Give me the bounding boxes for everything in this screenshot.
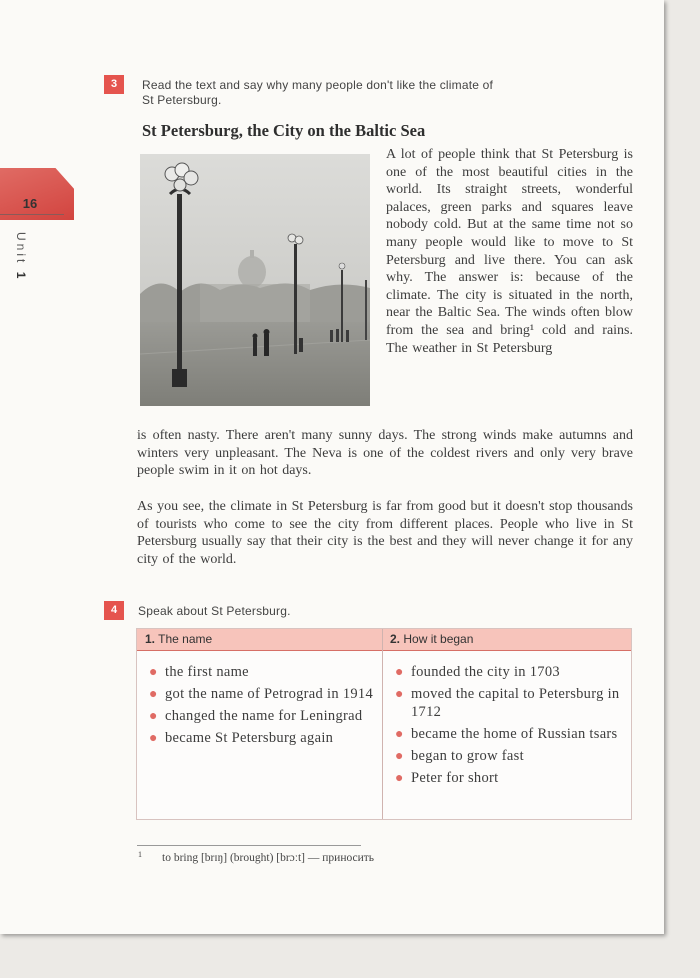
col2-list	[389, 663, 625, 791]
article-paragraph-1-start: A lot of people think that St Petersburg is one of the most beautiful cities in the world. Its straight streets, wonderful palaces, green parks and squares leave nobody cold. But at the same time not so many people would like to move to St Petersburg and live there. You can ask why. The answer is: because of the climate. The city is situated in the north, near the Baltic Sea. The winds often blow from the sea and bring¹ cold and rains. The weather in St Petersburg	[386, 147, 633, 356]
footnote-text: to bring [brɪŋ] (brought) [brɔːt] — приносить	[162, 852, 375, 864]
article-paragraph-2: As you see, the climate in St Petersburg is far from good but it doesn't stop thousands of tourists who come to see the city from different places. People who live in St Petersburg usually say that their city is the best and they will never change it for any city of the world.	[137, 499, 633, 567]
tab-divider	[0, 214, 64, 215]
bullet-icon: ●	[149, 731, 158, 746]
list-item: ● moved the capital to Petersburg in 1712	[395, 686, 620, 720]
list-item: ● the first name	[149, 664, 249, 680]
footnote-divider	[137, 845, 361, 846]
speaking-table	[136, 628, 632, 820]
bullet-icon: ●	[395, 771, 404, 786]
task-3-instruction-line1: Read the text and say why many people don't like the climate of	[142, 78, 494, 92]
bullet-icon: ●	[395, 749, 404, 764]
footnote-number: 1	[138, 850, 142, 859]
task-4-instruction: Speak about St Petersburg.	[138, 604, 291, 618]
list-item: ● became St Petersburg again	[149, 730, 334, 746]
table-column-divider	[382, 629, 383, 819]
bullet-icon: ●	[395, 665, 404, 680]
bullet-icon: ●	[395, 687, 404, 702]
task-3-badge: 3	[104, 75, 124, 94]
bullet-icon: ●	[149, 665, 158, 680]
unit-label: Unit 1	[14, 232, 28, 282]
col1-list	[143, 663, 379, 751]
task-3-instruction-line2: St Petersburg.	[142, 93, 222, 107]
bullet-icon: ●	[149, 687, 158, 702]
list-item: ● changed the name for Leningrad	[149, 708, 363, 724]
list-item: ● became the home of Russian tsars	[395, 726, 618, 742]
task-4-badge: 4	[104, 601, 124, 620]
bullet-icon: ●	[395, 727, 404, 742]
list-item: ● got the name of Petrograd in 1914	[149, 686, 374, 702]
city-photo	[140, 154, 370, 406]
list-item: ● founded the city in 1703	[395, 664, 560, 680]
rainy-square-illustration	[140, 154, 370, 406]
article-paragraph-1-end: is often nasty. There aren't many sunny days. The strong winds make autumns and winters very unpleasant. The Neva is one of the coldest rivers and only very brave people swim in it on hot days.	[137, 428, 633, 479]
list-item: ● began to grow fast	[395, 748, 524, 764]
list-item: ● Peter for short	[395, 770, 499, 786]
page-number: 16	[22, 196, 38, 211]
page-tab	[0, 168, 74, 220]
bullet-icon: ●	[149, 709, 158, 724]
table-header-col2: 2. How it began	[390, 632, 474, 646]
table-header-col1: 1. The name	[145, 632, 213, 646]
article-title: St Petersburg, the City on the Baltic Sea	[142, 121, 426, 140]
